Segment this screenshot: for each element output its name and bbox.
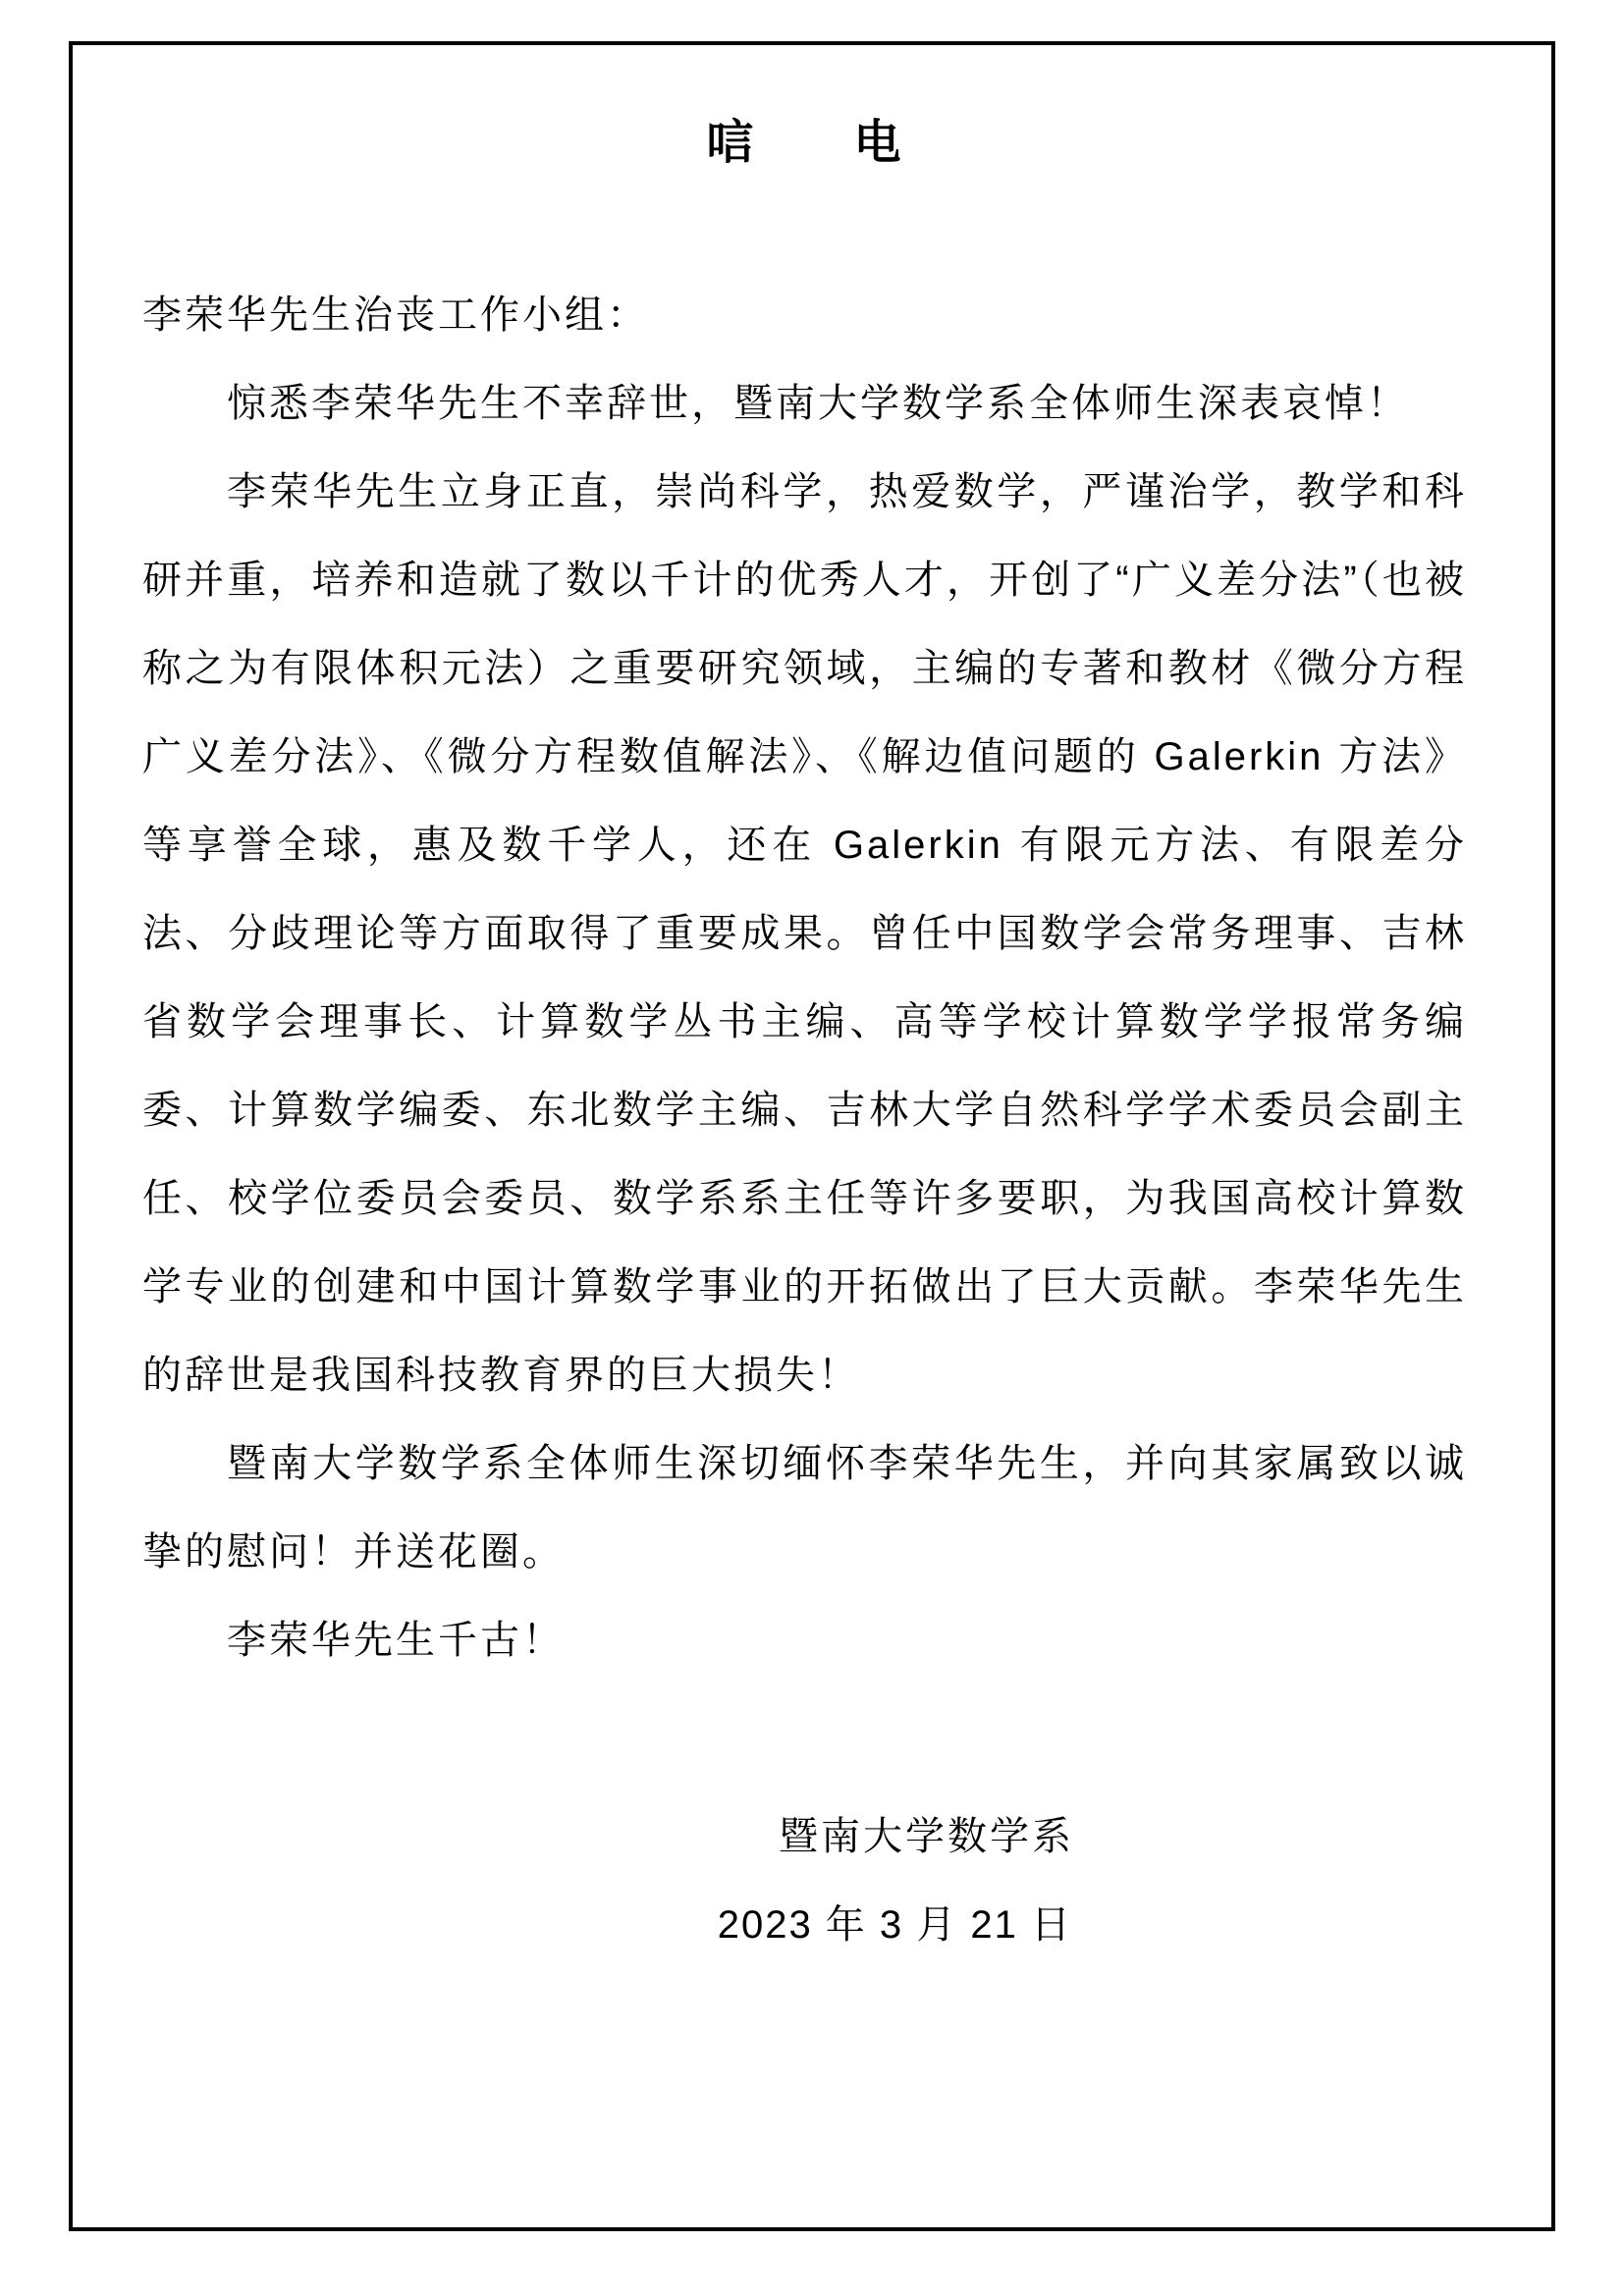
paragraph-condolence-opening: 惊悉李荣华先生不幸辞世，暨南大学数学系全体师生深表哀悼！ bbox=[227, 382, 1409, 425]
page-border bbox=[69, 41, 1555, 2231]
salutation-line: 李荣华先生治丧工作小组： bbox=[142, 294, 649, 337]
paragraph-life-achievements: 李荣华先生立身正直，崇尚科学，热爱数学，严谨治学，教学和科研并重，培养和造就了数以千计的优秀人才，开创了“广义差分法”（也被称之为有限体积元法）之重要研究领域，主编的专著和教材《微分方程广义差分法》、《微分方程数值解法》、《解边值问题的 Galerkin 方法》等享誉全球，惠及数千学人，还在 Galerkin 有限元方法、有限差分法、分歧理论等方面取得了重要成果。曾任中国数学会常务理事、吉林省数学会理事长、计算数学丛书主编、高等学校计算数学学报常务编委、计算数学编委、东北数学主编、吉林大学自然科学学术委员会副主任、校学位委员会委员、数学系系主任等许多要职，为我国高校计算数学专业的创建和中国计算数学事业的开拓做出了巨大贡献。李荣华先生的辞世是我国科技教育界的巨大损失！ bbox=[142, 470, 1467, 1397]
signature-department: 暨南大学数学系 bbox=[779, 1815, 1074, 1858]
paragraph-mourning-message: 暨南大学数学系全体师生深切缅怀李荣华先生，并向其家属致以诚挚的慰问！并送花圈。 bbox=[142, 1442, 1467, 1574]
document-date: 2023 年 3 月 21 日 bbox=[717, 1903, 1072, 1947]
paragraph-eternal-rest: 李荣华先生千古！ bbox=[227, 1619, 565, 1662]
document-title: 唁 电 bbox=[706, 117, 903, 169]
